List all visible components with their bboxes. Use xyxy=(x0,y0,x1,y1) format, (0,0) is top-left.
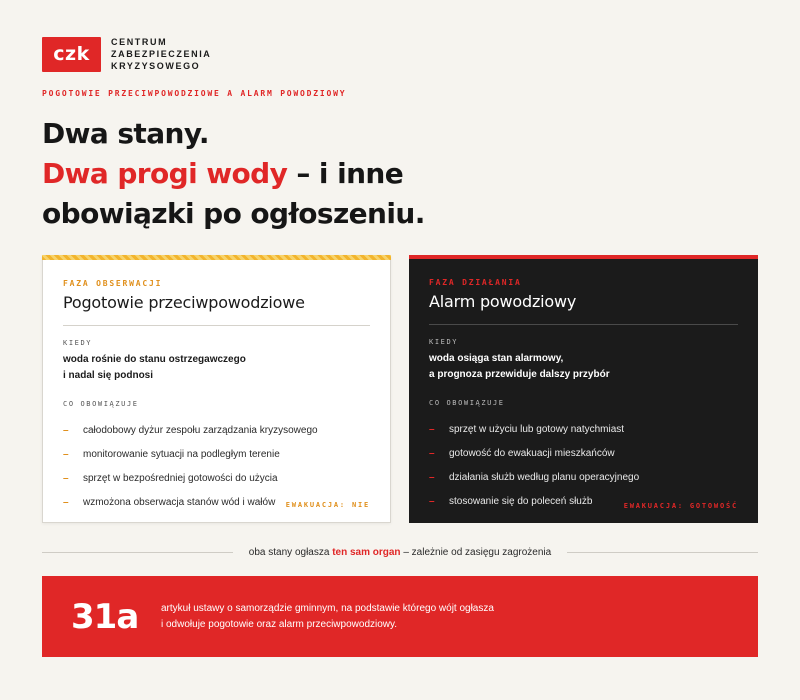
when-label: KIEDY xyxy=(429,338,459,346)
list-item xyxy=(429,465,738,489)
list-item xyxy=(63,442,370,466)
when-label: KIEDY xyxy=(63,339,93,347)
list-item-text: stosowanie się do poleceń służb xyxy=(449,495,593,507)
duties-list xyxy=(63,418,370,514)
when-text xyxy=(429,351,738,383)
dash-bullet: – xyxy=(429,447,435,459)
article-bar xyxy=(42,576,758,657)
when-text xyxy=(63,352,370,384)
when-line: i nadal się podnosi xyxy=(63,370,154,381)
article-line: i odwołuje pogotowie oraz alarm przeciwpowodziowy. xyxy=(161,618,398,630)
brand-name xyxy=(111,36,211,72)
list-item-text: sprzęt w bezpośredniej gotowości do użycia xyxy=(83,472,278,484)
list-item-text: całodobowy dyżur zespołu zarządzania kryzysowego xyxy=(83,424,318,436)
card-observation xyxy=(42,255,391,523)
list-item xyxy=(63,418,370,442)
evacuation-status: EWAKUACJA: GOTOWOŚĆ xyxy=(623,502,738,510)
list-item-text: wzmożona obserwacja stanów wód i wałów xyxy=(83,496,276,508)
list-item-text: działania służb według planu operacyjnego xyxy=(449,471,640,483)
list-item-text: sprzęt w użyciu lub gotowy natychmiast xyxy=(449,423,625,435)
article-number: 31a xyxy=(71,596,139,637)
when-line: a prognoza przewiduje dalszy przybór xyxy=(429,369,610,380)
evacuation-status: EWAKUACJA: NIE xyxy=(285,501,370,509)
article-description xyxy=(161,601,494,633)
article-line: artykuł ustawy o samorządzie gminnym, na podstawie którego wójt ogłasza xyxy=(161,602,494,614)
card-title: Alarm powodziowy xyxy=(429,292,577,311)
brand-name-line: CENTRUM xyxy=(111,37,168,47)
headline-line-1: Dwa stany. xyxy=(42,117,209,150)
card-phase: FAZA OBSERWACJI xyxy=(63,279,163,288)
kicker: POGOTOWIE PRZECIWPOWODZIOWE A ALARM POWODZIOWY xyxy=(42,89,347,98)
note-row xyxy=(42,544,758,560)
card-action xyxy=(409,255,758,523)
card-divider xyxy=(63,325,370,326)
note-before: oba stany ogłasza xyxy=(248,546,333,558)
note-highlight: ten sam organ xyxy=(332,546,401,558)
note-after: – zależnie od zasięgu zagrożenia xyxy=(400,546,552,558)
note-divider xyxy=(567,552,758,553)
brand xyxy=(42,36,211,72)
card-title: Pogotowie przeciwpowodziowe xyxy=(63,293,305,312)
dash-bullet: – xyxy=(63,472,69,484)
dash-bullet: – xyxy=(429,423,435,435)
note-text xyxy=(233,547,567,558)
card-divider xyxy=(429,324,738,325)
dash-bullet: – xyxy=(63,424,69,436)
headline xyxy=(42,114,425,234)
dash-bullet: – xyxy=(63,448,69,460)
brand-logo: czk xyxy=(42,37,101,72)
duties-list xyxy=(429,417,738,513)
headline-line-3: obowiązki po ogłoszeniu. xyxy=(42,197,425,230)
list-item xyxy=(63,466,370,490)
dash-bullet: – xyxy=(63,496,69,508)
headline-rest: – i inne xyxy=(287,157,404,190)
duties-label: CO OBOWIĄZUJE xyxy=(63,400,139,408)
headline-line-2 xyxy=(42,154,425,194)
list-item xyxy=(429,417,738,441)
duties-label: CO OBOWIĄZUJE xyxy=(429,399,505,407)
headline-highlight: Dwa progi wody xyxy=(42,157,288,190)
list-item-text: monitorowanie sytuacji na podległym terenie xyxy=(83,448,280,460)
dash-bullet: – xyxy=(429,471,435,483)
dash-bullet: – xyxy=(429,495,435,507)
when-line: woda osiąga stan alarmowy, xyxy=(429,353,564,364)
list-item xyxy=(429,441,738,465)
when-line: woda rośnie do stanu ostrzegawczego xyxy=(63,354,246,365)
note-divider xyxy=(42,552,233,553)
list-item-text: gotowość do ewakuacji mieszkańców xyxy=(449,447,615,459)
card-phase: FAZA DZIAŁANIA xyxy=(429,278,522,287)
brand-name-line: ZABEZPIECZENIA xyxy=(111,49,212,59)
brand-name-line: KRYZYSOWEGO xyxy=(111,61,201,71)
